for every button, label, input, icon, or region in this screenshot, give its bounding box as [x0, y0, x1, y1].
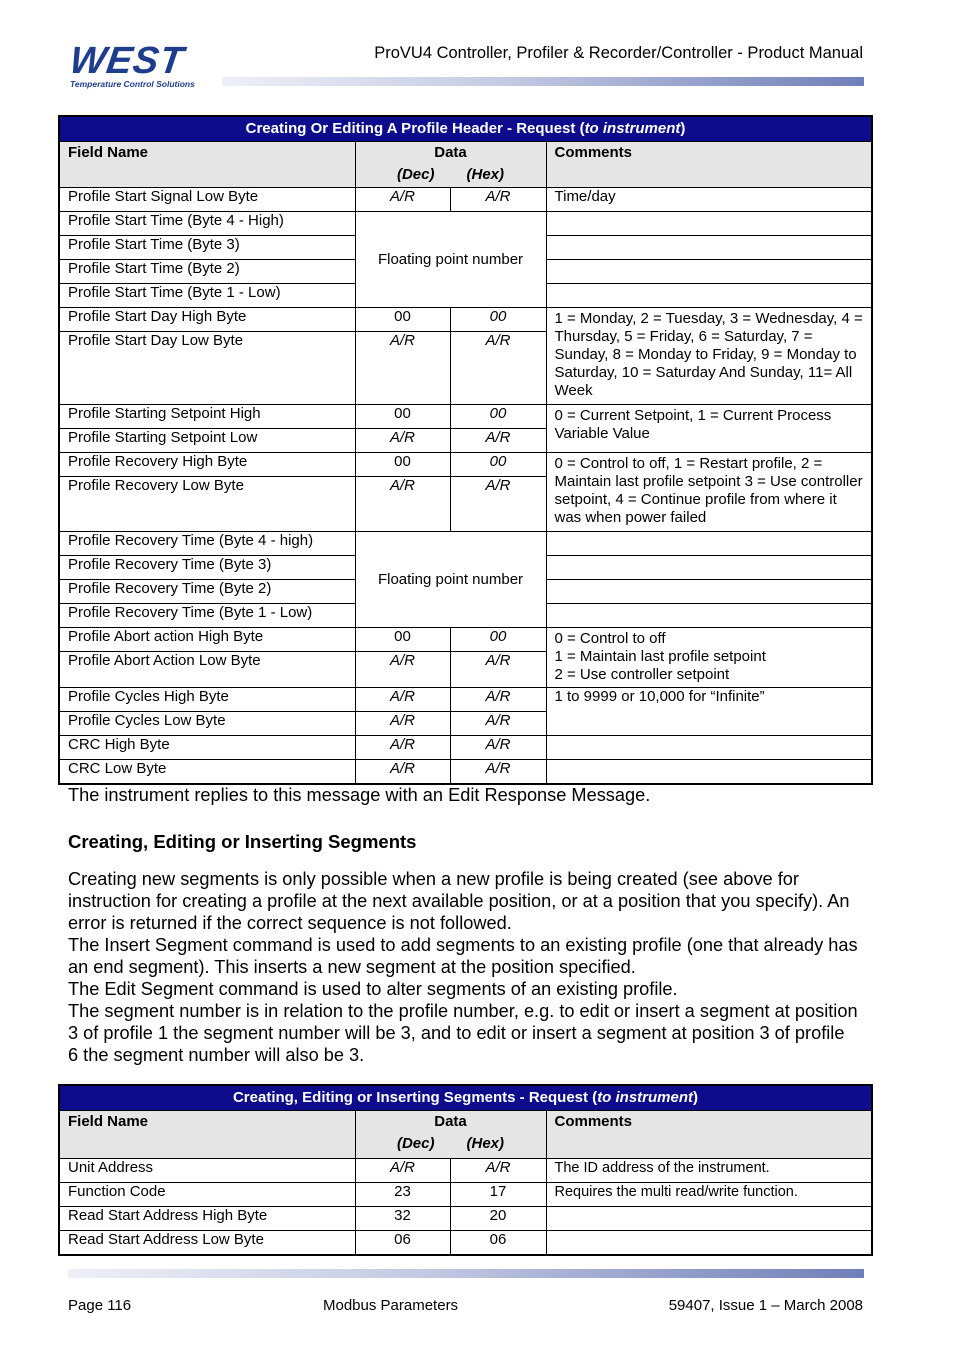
page-number: Page 116 [68, 1297, 132, 1314]
comment-abort: 0 = Control to off 1 = Maintain last profile setpoint 2 = Use controller setpoint [546, 628, 872, 688]
table-row: Unit Address A/R A/R The ID address of the instrument. [59, 1159, 872, 1183]
table-row: Profile Recovery Low Byte A/R A/R [59, 477, 872, 532]
comment-recovery: 0 = Control to off, 1 = Restart profile, 2 = Maintain last profile setpoint 3 = Use controller setpoint, 4 = Continue profile from where it was when power failed [546, 453, 872, 532]
table-row: Profile Start Time (Byte 1 - Low) [59, 284, 872, 308]
header-divider [222, 77, 864, 86]
segments-paragraph: Creating new segments is only possible when a new profile is being created (see above for instruction for creating a profile at the next available position, or at a position that you specify). An error is returned if the correct sequence is not followed. The Insert Segment command is used to add segments to an existing profile (one that already has an end segment). This inserts a new segment at the position specified. The Edit Segment command is used to alter segments of an existing profile. The segment number is in relation to the profile number, e.g. to edit or insert a segment at position 3 of profile 1 the segment number will be 3, and to edit or insert a segment at position 3 of profile 6 the segment number will also be 3. [68, 869, 858, 1065]
table-row: Profile Recovery Time (Byte 3) [59, 556, 872, 580]
column-header-comments: Comments [546, 142, 872, 188]
table-row: Profile Recovery Time (Byte 1 - Low) [59, 604, 872, 628]
floating-point-cell: Floating point number [355, 532, 546, 628]
footer-section: Modbus Parameters [323, 1297, 459, 1314]
west-logo [67, 40, 230, 90]
comment-setpoint: 0 = Current Setpoint, 1 = Current Process Variable Value [546, 405, 872, 453]
table-row: Profile Recovery Time (Byte 4 - high) Floating point number [59, 532, 872, 556]
document-title: ProVU4 Controller, Profiler & Recorder/Controller - Product Manual [374, 44, 863, 62]
column-header-data: Data (Dec) (Hex) [355, 142, 546, 188]
table-row: Profile Start Time (Byte 3) [59, 236, 872, 260]
table-caption: Creating Or Editing A Profile Header - Request (to instrument) [59, 116, 872, 142]
table-row: Profile Cycles Low Byte A/R A/R [59, 712, 872, 736]
table-row: Profile Cycles High Byte A/R A/R 1 to 9999 or 10,000 for “Infinite” [59, 688, 872, 712]
column-header-comments: Comments [546, 1111, 872, 1159]
profile-header-table [58, 115, 873, 785]
table-row: Profile Start Day High Byte 00 00 1 = Monday, 2 = Tuesday, 3 = Wednesday, 4 = Thursday, 5 = Friday, 6 = Saturday, 7 = Sunday, 8 = Monday to Friday, 9 = Monday to Saturday, 10 = Saturday And Sunday, 11= All Week [59, 308, 872, 332]
table-row: Profile Start Time (Byte 2) [59, 260, 872, 284]
table-row: Profile Starting Setpoint High 00 00 0 = Current Setpoint, 1 = Current Process Variable Value [59, 405, 872, 429]
column-header-field: Field Name [59, 142, 355, 188]
logo-tagline: Temperature Control Solutions [70, 79, 195, 89]
table-row: Profile Start Time (Byte 4 - High) Floating point number [59, 212, 872, 236]
table-row: Profile Abort Action Low Byte A/R A/R [59, 652, 872, 688]
table-caption: Creating, Editing or Inserting Segments - Request (to instrument) [59, 1085, 872, 1111]
floating-point-cell: Floating point number [355, 212, 546, 308]
section-heading: Creating, Editing or Inserting Segments [68, 831, 417, 852]
column-header-field: Field Name [59, 1111, 355, 1159]
table-row: Read Start Address High Byte 32 20 [59, 1207, 872, 1231]
column-header-data: Data (Dec) (Hex) [355, 1111, 546, 1159]
comment-start-day: 1 = Monday, 2 = Tuesday, 3 = Wednesday, 4 = Thursday, 5 = Friday, 6 = Saturday, 7 = Sunday, 8 = Monday to Friday, 9 = Monday to Saturday, 10 = Saturday And Sunday, 11= All Week [546, 308, 872, 405]
comment-cycles: 1 to 9999 or 10,000 for “Infinite” [546, 688, 872, 736]
table-row: Profile Abort action High Byte 00 00 0 = Control to off 1 = Maintain last profile setpoint 2 = Use controller setpoint [59, 628, 872, 652]
document-reference: 59407, Issue 1 – March 2008 [668, 1297, 863, 1314]
table-row: Profile Recovery High Byte 00 00 0 = Control to off, 1 = Restart profile, 2 = Maintain last profile setpoint 3 = Use controller setpoint, 4 = Continue profile from where it was when power failed [59, 453, 872, 477]
segments-table [58, 1084, 873, 1256]
logo-wordmark: WEST [67, 40, 187, 82]
table-row: Read Start Address Low Byte 06 06 [59, 1231, 872, 1255]
table-row: Profile Recovery Time (Byte 2) [59, 580, 872, 604]
table-row: CRC Low Byte A/R A/R [59, 760, 872, 784]
table-row: Profile Starting Setpoint Low A/R A/R [59, 429, 872, 453]
table-row: Function Code 23 17 Requires the multi read/write function. [59, 1183, 872, 1207]
table-row: CRC High Byte A/R A/R [59, 736, 872, 760]
table-row: Profile Start Day Low Byte A/R A/R [59, 332, 872, 405]
table-row: Profile Start Signal Low Byte A/R A/R Time/day [59, 188, 872, 212]
footer-divider [68, 1269, 864, 1278]
reply-text: The instrument replies to this message with an Edit Response Message. [68, 785, 651, 805]
